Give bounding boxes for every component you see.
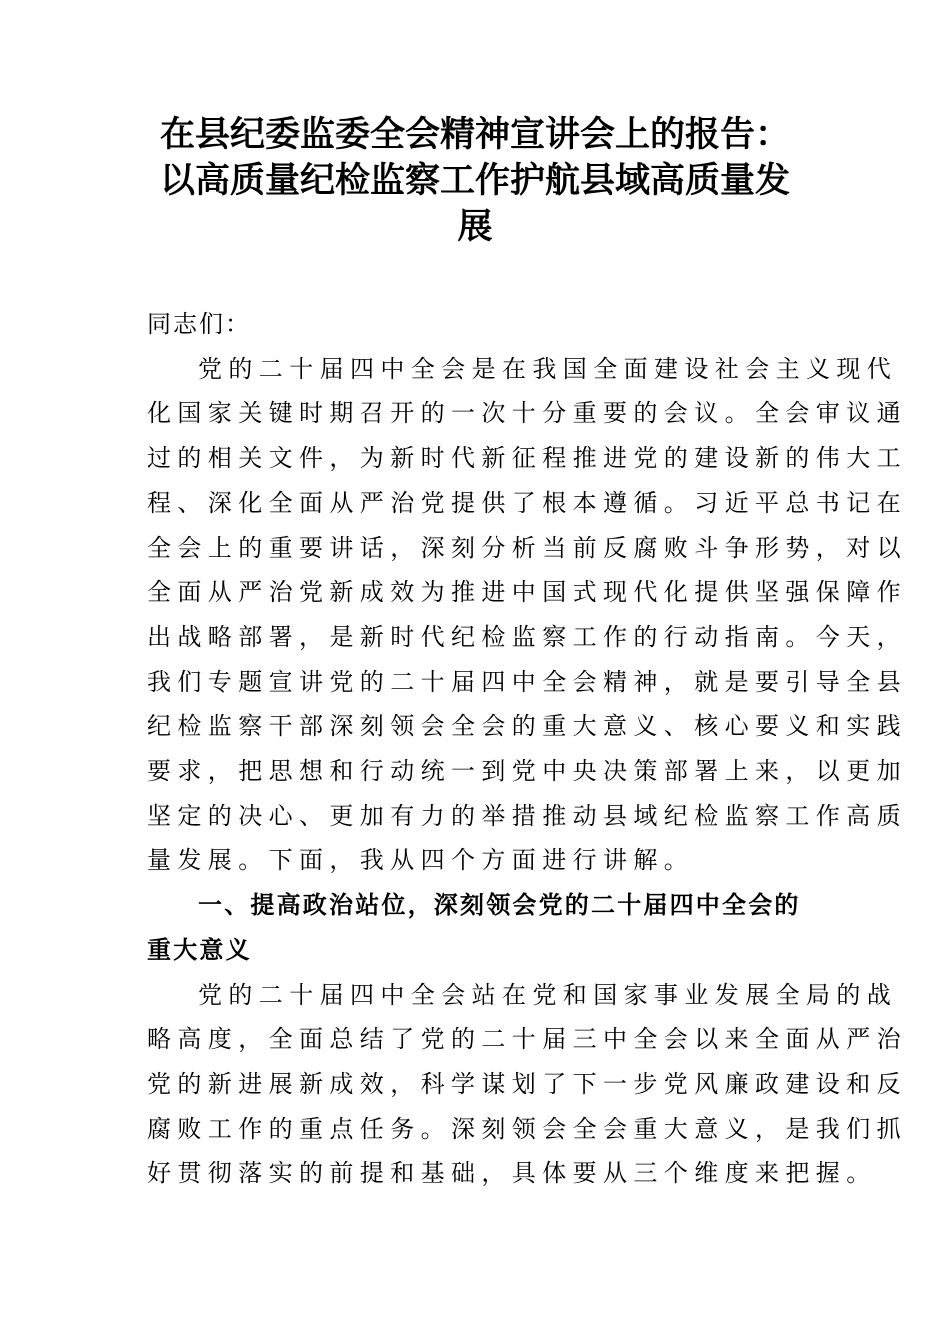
paragraph-line: 过的相关文件，为新时代新征程推进党的建设新的伟大工 — [147, 444, 907, 473]
paragraph-line: 略高度，全面总结了党的二十届三中全会以来全面从严治 — [147, 1025, 907, 1054]
paragraph-line: 量发展。下面，我从四个方面进行讲解。 — [147, 846, 695, 875]
paragraph-line: 出战略部署，是新时代纪检监察工作的行动指南。今天， — [147, 622, 907, 651]
paragraph-line: 化国家关键时期召开的一次十分重要的会议。全会审议通 — [147, 399, 907, 428]
salutation: 同志们： — [147, 310, 251, 338]
paragraph-line: 党的二十届四中全会是在我国全面建设社会主义现代 — [198, 354, 898, 383]
heading-line: 重大意义 — [147, 935, 252, 964]
paragraph-line: 全面从严治党新成效为推进中国式现代化提供坚强保障作 — [147, 578, 907, 607]
heading-line: 一、提高政治站位，深刻领会党的二十届四中全会的 — [198, 891, 801, 920]
document-body — [147, 302, 907, 1196]
paragraph-line: 要求，把思想和行动统一到党中央决策部署上来，以更加 — [147, 757, 907, 786]
paragraph-line: 纪检监察干部深刻领会全会的重大意义、核心要义和实践 — [147, 712, 907, 741]
document-title — [140, 112, 810, 250]
paragraph-line: 腐败工作的重点任务。深刻领会全会重大意义，是我们抓 — [147, 1114, 907, 1143]
title-line-3: 展 — [457, 206, 493, 247]
paragraph-2 — [147, 973, 907, 1197]
paragraph-line: 党的二十届四中全会站在党和国家事业发展全局的战 — [198, 980, 898, 1009]
title-line-2: 以高质量纪检监察工作护航县域高质量发 — [159, 160, 790, 201]
section-1-heading — [147, 883, 807, 972]
title-line-1: 在县纪委监委全会精神宣讲会上的报告： — [159, 114, 790, 155]
paragraph-line: 党的新进展新成效，科学谋划了下一步党风廉政建设和反 — [147, 1069, 907, 1098]
paragraph-line: 全会上的重要讲话，深刻分析当前反腐败斗争形势，对以 — [147, 533, 907, 562]
paragraph-1 — [147, 347, 907, 883]
paragraph-line: 我们专题宣讲党的二十届四中全会精神，就是要引导全县 — [147, 667, 907, 696]
paragraph-line: 程、深化全面从严治党提供了根本遵循。习近平总书记在 — [147, 488, 907, 517]
paragraph-line: 好贯彻落实的前提和基础，具体要从三个维度来把握。 — [147, 1159, 877, 1188]
paragraph-line: 坚定的决心、更加有力的举措推动县域纪检监察工作高质 — [147, 801, 907, 830]
